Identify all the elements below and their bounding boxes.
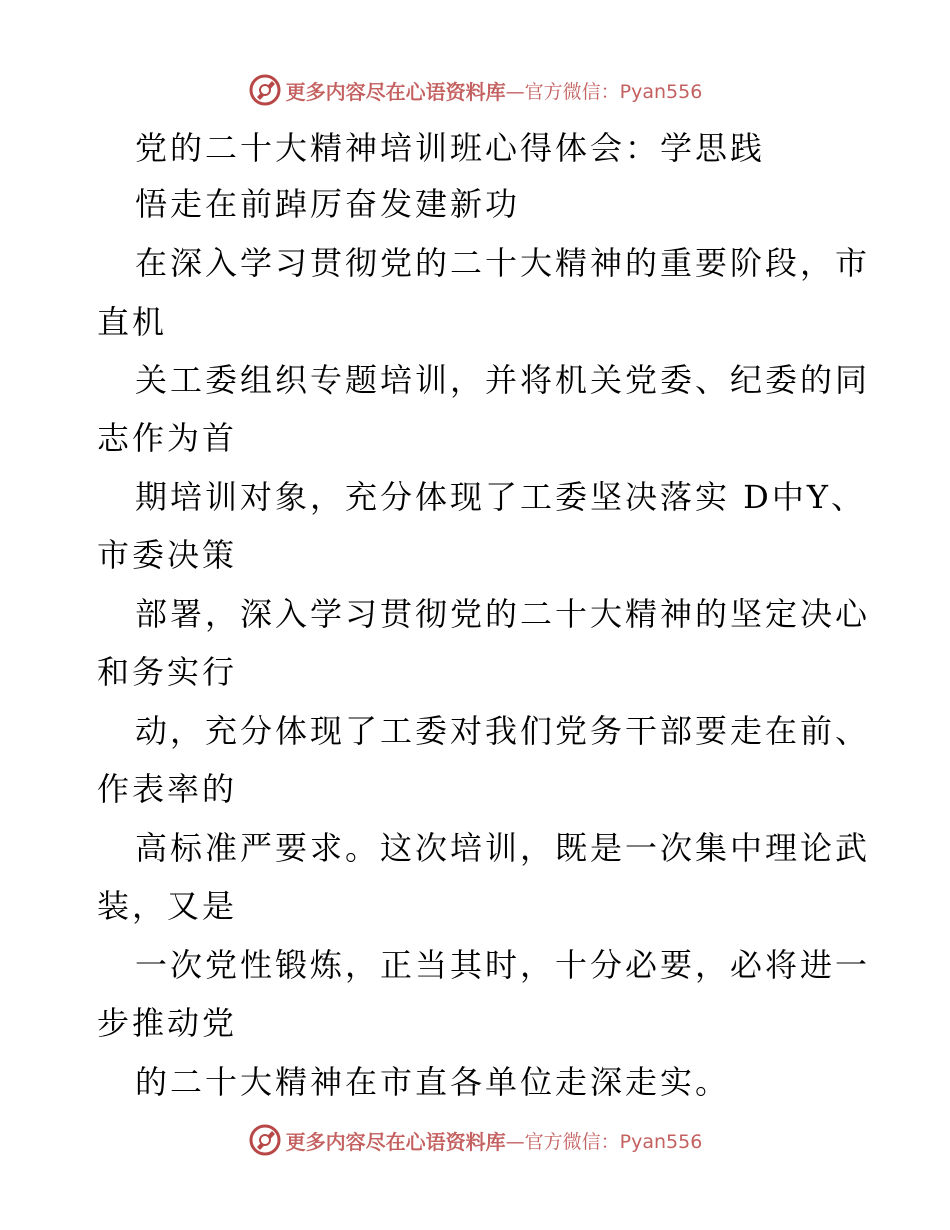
paragraph-line: 装，又是 [97, 887, 238, 925]
banner-sub-text: —官方微信：Pyan556 [505, 1130, 703, 1153]
paragraph-line: 志作为首 [97, 419, 238, 457]
paragraph-line: 一次党性锻炼，正当其时，十分必要，必将进一 [135, 946, 871, 984]
document-title-line-2: 悟走在前踔厉奋发建新功 [135, 185, 521, 223]
paragraph-line: 步推动党 [97, 1004, 238, 1042]
paragraph-line: 部署，深入学习贯彻党的二十大精神的坚定决心 [135, 595, 871, 633]
paragraph-line: 关工委组织专题培训，并将机关党委、纪委的同 [135, 361, 871, 399]
banner-sub-text: —官方微信：Pyan556 [505, 80, 703, 103]
document-title-line-1: 党的二十大精神培训班心得体会：学思践 [135, 129, 766, 167]
paragraph-line: 市委决策 [97, 536, 238, 574]
paragraph-line: 在深入学习贯彻党的二十大精神的重要阶段，市 [135, 244, 871, 282]
paragraph-line: 和务实行 [97, 653, 238, 691]
banner-main-text: 更多内容尽在心语资料库 [285, 1129, 506, 1154]
logo-icon [248, 73, 282, 107]
footer-watermark-banner [0, 1120, 950, 1160]
paragraph-line: 高标准严要求。这次培训，既是一次集中理论武 [135, 829, 871, 867]
paragraph-line: 期培训对象，充分体现了工委坚决落实 D中Y、 [135, 478, 866, 516]
paragraph-line: 动，充分体现了工委对我们党务干部要走在前、 [135, 712, 871, 750]
header-watermark-banner [0, 70, 950, 110]
logo-icon [248, 1123, 282, 1157]
paragraph-line: 直机 [97, 303, 168, 341]
banner-main-text: 更多内容尽在心语资料库 [285, 79, 506, 104]
paragraph-line: 的二十大精神在市直各单位走深走实。 [135, 1063, 731, 1101]
paragraph-line: 作表率的 [97, 770, 238, 808]
